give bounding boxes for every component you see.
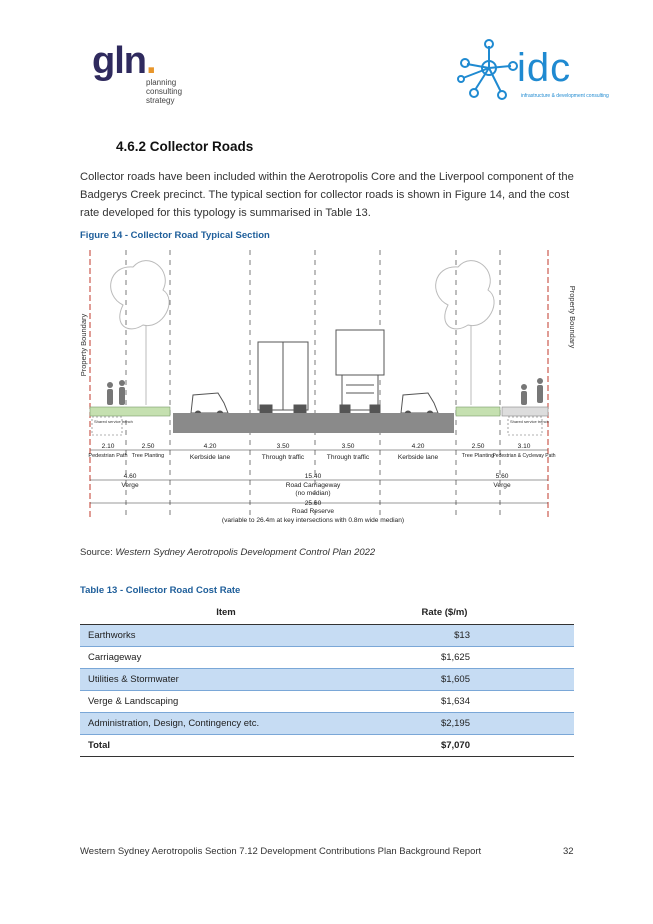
idc-logo-word: idc bbox=[517, 46, 572, 90]
idc-logo bbox=[455, 38, 609, 104]
cell-item: Carriageway bbox=[88, 652, 142, 663]
cell-item: Utilities & Stormwater bbox=[80, 669, 372, 691]
verge-left-width: 4.60 bbox=[123, 473, 137, 480]
cost-rate-table bbox=[80, 600, 574, 757]
cyclist-icon bbox=[521, 378, 543, 405]
header-item: Item bbox=[80, 600, 372, 625]
boundary-label-right: Property Boundary bbox=[568, 285, 577, 349]
segment-width: 2.50 bbox=[141, 443, 155, 450]
segment-name: Tree Planting bbox=[131, 453, 165, 459]
carriageway-width: 15.40 bbox=[304, 473, 322, 480]
cell-rate: $1,625 bbox=[440, 652, 470, 663]
segment-name: Pedestrian & Cycleway Path bbox=[492, 453, 556, 459]
table-row bbox=[80, 669, 574, 691]
tree-icon bbox=[436, 261, 494, 405]
carriageway-name: Road Carriageway bbox=[285, 482, 341, 489]
segment-width: 3.50 bbox=[341, 443, 355, 450]
boundary-label-left: Property Boundary bbox=[79, 313, 88, 377]
verge-right-name: Verge bbox=[493, 482, 511, 489]
cell-rate: $2,195 bbox=[372, 713, 574, 735]
gln-logo-dot: . bbox=[145, 40, 156, 82]
pedestrian-icon bbox=[107, 380, 125, 405]
table-row bbox=[80, 625, 574, 647]
segment-width: 3.50 bbox=[276, 443, 290, 450]
table-caption: Table 13 - Collector Road Cost Rate bbox=[80, 585, 241, 596]
segment-name: Pedestrian Path bbox=[88, 453, 128, 459]
table-row bbox=[80, 647, 574, 669]
page-number: 32 bbox=[563, 846, 574, 857]
carriageway-note: (no median) bbox=[295, 490, 331, 497]
header-rate: Rate ($/m) bbox=[372, 600, 574, 625]
service-trench-label: Shared service trench bbox=[510, 419, 549, 424]
source-prefix: Source: bbox=[80, 547, 116, 558]
segment-width: 2.10 bbox=[101, 443, 115, 450]
cell-item: Verge & Landscaping bbox=[88, 696, 179, 707]
table-row bbox=[80, 713, 574, 735]
figure-caption: Figure 14 - Collector Road Typical Section bbox=[80, 230, 270, 241]
cell-item: Total bbox=[80, 735, 372, 757]
gln-logo bbox=[92, 42, 182, 105]
table-row bbox=[80, 691, 574, 713]
verge-right-path bbox=[502, 407, 548, 416]
segment-name: Through traffic bbox=[326, 454, 370, 461]
prime-mover-icon bbox=[336, 330, 384, 413]
truck-icon bbox=[258, 342, 308, 413]
segment-name: Kerbside lane bbox=[189, 454, 231, 461]
footer-text: Western Sydney Aerotropolis Section 7.12 Development Contributions Plan Background Report bbox=[80, 846, 482, 857]
network-icon bbox=[455, 38, 525, 104]
road-section-figure bbox=[78, 245, 578, 530]
segment-name: Tree Planting bbox=[461, 453, 495, 459]
idc-tagline: infrastructure & development consulting bbox=[521, 93, 609, 99]
figure-source bbox=[80, 547, 375, 558]
verge-left bbox=[90, 407, 170, 416]
segment-name: Through traffic bbox=[261, 454, 305, 461]
cell-rate: $7,070 bbox=[372, 735, 574, 757]
service-trench-label: Shared service trench bbox=[94, 419, 133, 424]
gln-logo-word: gln bbox=[92, 40, 146, 82]
section-heading: 4.6.2 Collector Roads bbox=[116, 139, 254, 154]
segment-name: Kerbside lane bbox=[397, 454, 439, 461]
segment-width: 2.50 bbox=[471, 443, 485, 450]
verge-right-width: 5.60 bbox=[495, 473, 509, 480]
road-carriageway bbox=[173, 413, 454, 433]
cell-rate: $13 bbox=[372, 625, 574, 647]
segment-width: 4.20 bbox=[203, 443, 217, 450]
gln-tagline-line: strategy bbox=[146, 96, 175, 105]
reserve-name: Road Reserve bbox=[291, 508, 335, 515]
segment-width: 4.20 bbox=[411, 443, 425, 450]
section-paragraph: Collector roads have been included within the Aerotropolis Core and the Liverpool component of the Badgerys Creek precinct. The typical section for collector roads is shown in Figure 14, and the cost rate developed for this typology is summarised in Table 13. bbox=[80, 171, 574, 219]
cell-rate: $1,634 bbox=[440, 696, 470, 707]
reserve-note: (variable to 26.4m at key intersections with 0.8m wide median) bbox=[221, 517, 405, 524]
reserve-width: 25.60 bbox=[304, 500, 322, 507]
verge-right-planting bbox=[456, 407, 500, 416]
table-total-row bbox=[80, 735, 574, 757]
gln-tagline bbox=[146, 78, 182, 105]
verge-left-name: Verge bbox=[121, 482, 139, 489]
cell-item: Administration, Design, Contingency etc. bbox=[80, 713, 372, 735]
table-header-row bbox=[80, 600, 574, 625]
source-title: Western Sydney Aerotropolis Development Control Plan 2022 bbox=[115, 547, 376, 558]
segment-width: 3.10 bbox=[517, 443, 531, 450]
cell-item: Earthworks bbox=[80, 625, 372, 647]
gln-tagline-line: consulting bbox=[146, 87, 183, 96]
cell-rate: $1,605 bbox=[372, 669, 574, 691]
gln-tagline-line: planning bbox=[146, 78, 177, 87]
